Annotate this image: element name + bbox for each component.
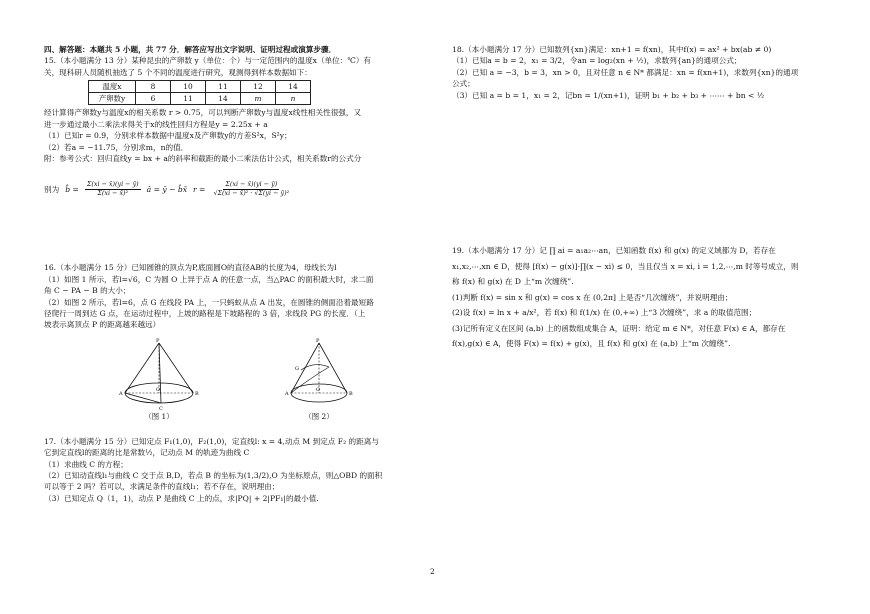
q15-formulas	[44, 166, 426, 212]
figure-1-caption: （图 1）	[144, 411, 174, 421]
q16-line: 坡表示离顶点 P 的距离越来越远）	[44, 320, 161, 330]
question-18	[452, 44, 832, 101]
formula-r-numerator: Σ(xi − x̄)(yi − ȳ)	[225, 180, 278, 189]
table-cell: 14	[206, 93, 241, 105]
q19-line: (1)判断 f(x) = sin x 和 g(x) = cos x 在 (0,2π] 上是否“几次缠绕”，并说明理由；	[452, 292, 733, 302]
point-label: C	[159, 405, 163, 412]
table-cell: 8	[136, 81, 171, 93]
q18-line: 公式；	[452, 79, 475, 89]
q16-line: 16.（本小题满分 15 分）已知圆锥的顶点为P,底面圆O的直径AB的长度为4，母线长为l	[44, 263, 337, 273]
table-cell: 14	[276, 81, 311, 93]
question-17	[44, 436, 426, 504]
formula-r-denominator: √Σ(xi − x̄)² · √Σ(yi − ȳ)²	[213, 188, 290, 197]
point-label: B	[349, 390, 353, 397]
figure-2-caption: （图 2）	[304, 411, 334, 421]
formula-b-denominator: Σ(xi − x̄)²	[97, 188, 129, 197]
q16-line: （2）如图 2 所示，若l=6，点 G 在线段 PA 上，一只蚂蚁从点 A 出发，在圆锥的侧面沿着最短路	[44, 297, 374, 307]
table-cell: n	[276, 93, 311, 105]
q17-line: 它到定直线l的距离的比是常数½，记动点 M 的轨迹为曲线 C	[44, 448, 250, 458]
formula-b-label: b̂ =	[65, 184, 79, 194]
q19-line: x₁,x₂,⋯,xn ∈ D，使得 [f(x) − g(x)]·∏(x − xi) ≤ 0，当且仅当 x = xi, i = 1,2,⋯,m 时等号成立，则	[452, 261, 799, 271]
point-label: G	[295, 365, 299, 372]
answer-space	[44, 422, 426, 436]
right-column	[452, 44, 832, 352]
q19-line: 19.（本小题满分 17 分）记 ∏ ai = a₁a₂⋯an，已知函数 f(x) 和 g(x) 的定义域都为 D，若存在	[452, 245, 776, 255]
point-label: O	[156, 386, 161, 393]
cone-figure-2	[269, 337, 369, 415]
q19-line: (2)设 f(x) = ln x + a/x²，若 f(x) 和 f(1/x) 在 (0,+∞) 上“3 次缠绕”，求 a 的取值范围；	[452, 308, 757, 318]
page-number: 2	[430, 567, 435, 576]
q16-line: （1）如图 1 所示，若l=√6，C 为圆 O 上异于点 A 的任意一点，当△PAC 的面积最大时，求二面	[44, 274, 374, 284]
q15-line: 进一步通过最小二乘法求得关于x的线性回归方程是y = 2.25x + a	[44, 119, 268, 129]
q17-line: （3）已知定点 Q（1，1)，动点 P 是曲线 C 上的点，求|PQ| + 2|PF₁|的最小值.	[44, 493, 319, 503]
q17-line: 可以等于 2 吗？若可以，求满足条件的直线l₁；若不存在，说明理由；	[44, 482, 280, 492]
q18-line: 18.（本小题满分 17 分）已知数列{xn}满足：xn+1 = f(xn)，其中f(x) = ax² + bx(ab ≠ 0)	[452, 45, 772, 54]
formula-r-label: r =	[193, 184, 206, 194]
q15-line: 关，现科研人员随机抽选了 5 个不同的温度进行研究，观测得到样本数据如下：	[44, 67, 312, 77]
figure-2	[269, 337, 369, 422]
left-column	[44, 44, 426, 504]
q15-line: 附：参考公式：回归直线y = bx + a的斜率和截距的最小二乘法估计公式，相关系数r的公式分	[44, 153, 362, 163]
table-cell: 11	[171, 93, 206, 105]
figure-1	[99, 337, 219, 422]
q15-line: 15.（本小题满分 13 分）某种昆虫的产卵数 y（单位：个）与一定范围内的温度x（单位：℃）有	[44, 56, 372, 66]
point-label: A	[119, 390, 123, 397]
q19-line: f(x),g(x) ∈ A，使得 F(x) = f(x) + g(x)，且 f(x) 和 g(x) 在 (a,b) 上“m 次缠绕”.	[452, 339, 731, 349]
q15-line: （1）已知r = 0.9，分别求样本数据中温度x及产卵数y的方差S²x，S²y；	[44, 131, 292, 141]
cone-figures	[74, 337, 394, 422]
q19-line: 称 f(x) 和 g(x) 在 D 上“m 次缠绕”.	[452, 277, 574, 287]
point-label: B	[195, 390, 199, 397]
q17-line: （2）已知动直线l₁与曲线 C 交于点 B,D，若点 B 的坐标为(1,3/2),O 为坐标原点，则△OBD 的面积	[44, 470, 383, 480]
q17-line: （1）求曲线 C 的方程；	[44, 459, 128, 469]
formula-prefix: 别为	[44, 184, 60, 194]
question-19	[452, 243, 832, 352]
table-cell: 产卵数y	[89, 93, 136, 105]
table-row	[89, 81, 311, 93]
question-16	[44, 262, 426, 421]
q16-line: 径爬行一周到达 G 点，在运动过程中，上坡的路程是下坡路程的 3 倍，求线段 PG 的长度．（上	[44, 308, 366, 318]
point-label: A	[285, 390, 289, 397]
q15-data-table	[88, 80, 311, 105]
q15-line: 经计算得产卵数y与温度x的相关系数 r > 0.75，可以判断产卵数y与温度x线性相关性很强，又	[44, 108, 362, 118]
q18-line: （2）已知 a = −3，b = 3，xn > 0，且对任意 n ∈ N* 都满足：xn = f(xn+1)，求数列{xn}的通项	[452, 67, 799, 77]
cone-figure-1	[99, 337, 219, 415]
table-cell: 温度x	[89, 81, 136, 93]
section-heading: 四、解答题：本题共 5 小题，共 77 分．解答应写出文字说明、证明过程或演算步骤．	[44, 45, 337, 54]
q18-line: （1）已知a = b = 2，x₁ = 3/2，令an = log₂(xn + ½)，求数列{an}的通项公式；	[452, 56, 742, 66]
answer-space	[44, 212, 426, 262]
formula-r-fraction	[211, 181, 291, 197]
point-label: P	[316, 337, 320, 344]
q15-line: （2）若a = −11.75，分别求m，n的值．	[44, 142, 189, 152]
answer-space	[452, 101, 832, 243]
question-15	[44, 55, 426, 212]
q16-line: 角 C − PA − B 的大小；	[44, 286, 131, 296]
formula-a: â = ȳ − b̂x̄	[146, 184, 188, 194]
point-label: O	[316, 386, 321, 393]
table-cell: 11	[206, 81, 241, 93]
formula-b-numerator: Σ(xi − x̄)(yi − ȳ)	[86, 180, 139, 189]
q19-line: (3)记所有定义在区间 (a,b) 上的函数组成集合 A，证明：给定 m ∈ N*，对任意 F(x) ∈ A，都存在	[452, 323, 786, 333]
q18-line: （3）已知 a = b = 1，x₁ = 2，记bn = 1/(xn+1)，证明 b₁ + b₂ + b₃ + ⋯⋯ + bn < ½	[452, 90, 765, 100]
table-cell: 10	[171, 81, 206, 93]
table-cell: m	[241, 93, 276, 105]
table-row	[89, 93, 311, 105]
formula-b-fraction	[85, 181, 141, 197]
table-cell: 6	[136, 93, 171, 105]
point-label: P	[156, 337, 160, 344]
q17-line: 17.（本小题满分 15 分）已知定点 F₁(1,0)，F₂(1,0)，定直线l: x = 4,动点 M 到定点 F₂ 的距离与	[44, 436, 379, 446]
table-cell: 12	[241, 81, 276, 93]
